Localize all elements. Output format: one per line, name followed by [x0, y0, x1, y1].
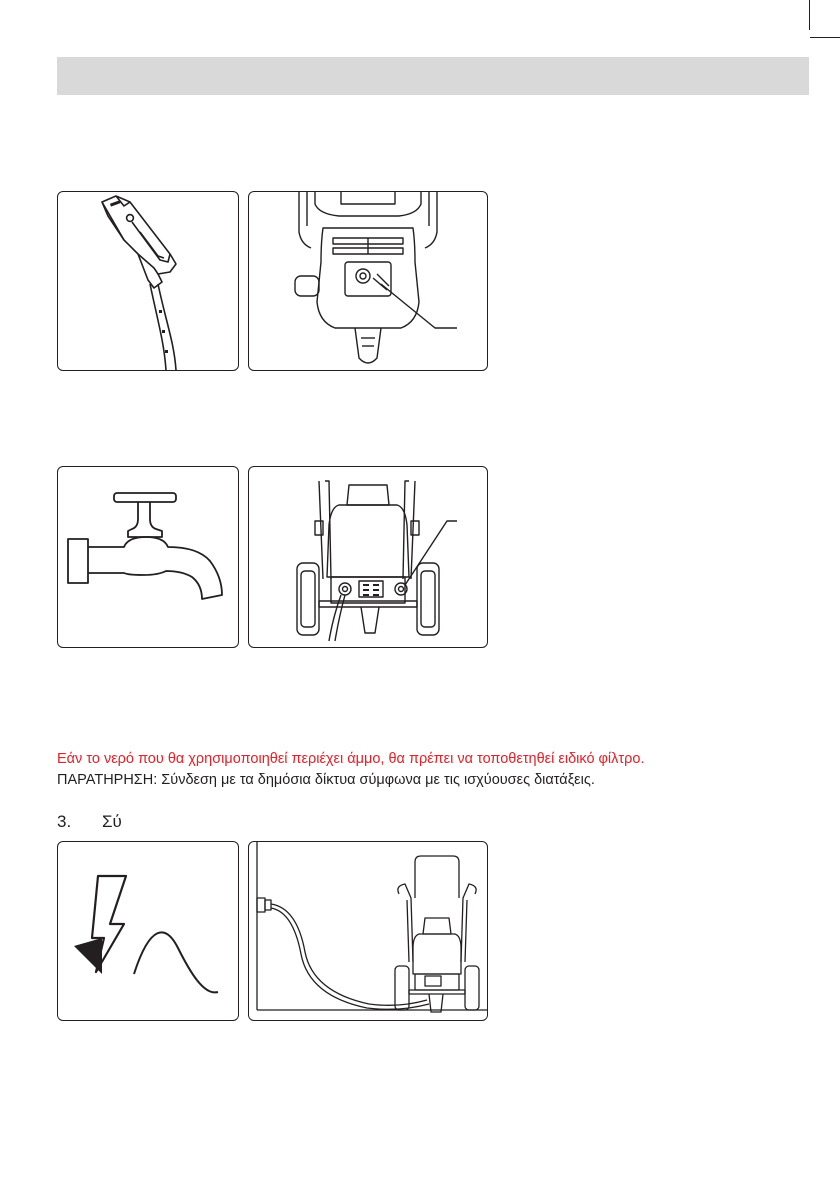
figure-machine-plugged: [248, 841, 488, 1021]
figure-electric-hazard: [57, 841, 239, 1021]
water-tap-icon: [58, 467, 238, 647]
crop-mark: [810, 37, 840, 38]
public-network-remark: ΠΑΡΑΤΗΡΗΣΗ: Σύνδεση με τα δημόσια δίκτυα σύμφωνα με τις ισχύουσες διατάξεις.: [57, 772, 595, 788]
section-title: Σύ: [102, 812, 122, 831]
machine-water-inlet-icon: [249, 467, 487, 647]
arrow-head-icon: [74, 938, 102, 974]
header-bar: [57, 57, 809, 95]
sand-filter-warning: Εάν το νερό που θα χρησιμοποιηθεί περιέχει άμμο, θα πρέπει να τοποθετηθεί ειδικό φίλτρο.: [57, 751, 645, 767]
figure-water-tap: [57, 466, 239, 648]
section-number: 3.: [57, 812, 72, 831]
figure-machine-outlet: [248, 191, 488, 371]
spray-gun-hose-icon: [58, 192, 238, 370]
machine-outlet-connector-icon: [249, 192, 487, 370]
electric-hazard-icon: [58, 842, 238, 1020]
ac-sine-wave-icon: [134, 932, 218, 992]
figure-spray-gun: [57, 191, 239, 371]
machine-plugged-into-wall-icon: [249, 842, 487, 1020]
figure-machine-water-inlet: [248, 466, 488, 648]
crop-mark: [809, 0, 810, 30]
